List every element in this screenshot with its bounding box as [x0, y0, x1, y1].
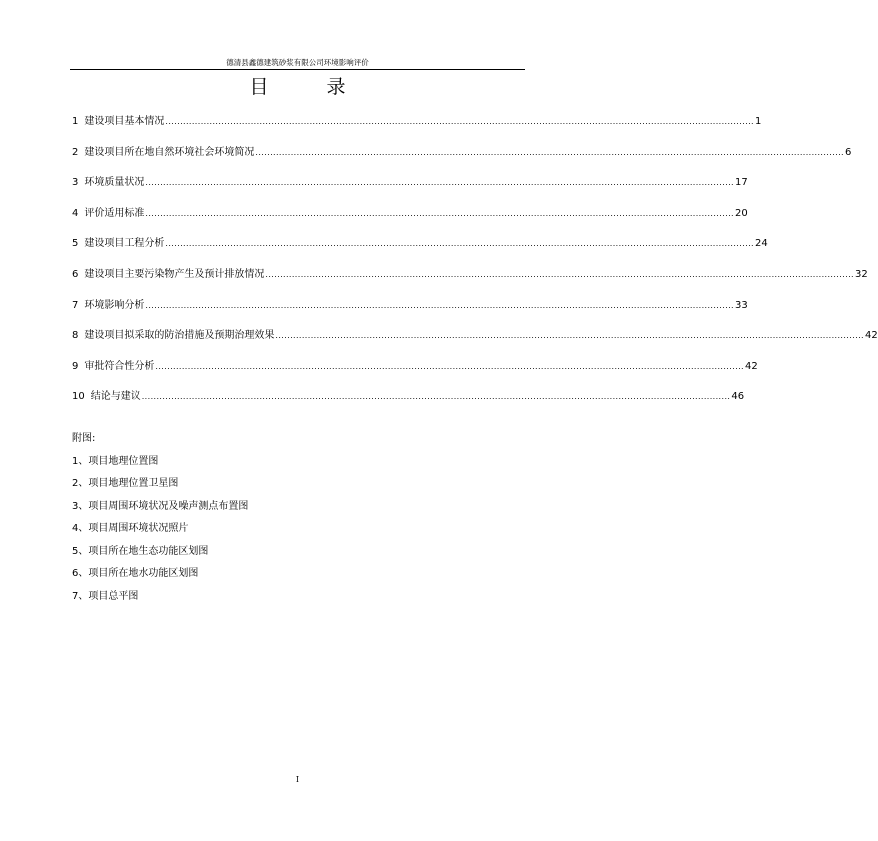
header-rule — [70, 69, 525, 70]
toc-entry[interactable] — [72, 204, 748, 235]
toc-entry-label: 建设项目基本情况 — [84, 116, 165, 127]
toc-entry-label: 建设项目所在地自然环境社会环境简况 — [84, 146, 255, 158]
toc-entry-label: 结论与建议 — [90, 391, 141, 403]
toc-dot-leader: ........................................................................................................................................................................................................ — [165, 117, 754, 126]
toc-entry-number: 6 — [72, 268, 79, 280]
toc-entry-page: 32 — [854, 268, 868, 280]
toc-entry[interactable] — [72, 143, 852, 174]
toc-entry[interactable] — [72, 326, 878, 357]
appendix-item: 7、项目总平图 — [72, 590, 139, 602]
toc-entry-page: 42 — [744, 360, 758, 372]
appendix-item: 3、项目周围环境状况及噪声测点布置图 — [72, 500, 249, 512]
toc-entry[interactable] — [72, 234, 768, 265]
toc-entry-page: 46 — [731, 391, 745, 403]
toc-entry-number: 4 — [72, 207, 79, 219]
toc-entry-label: 评价适用标准 — [84, 207, 145, 219]
toc-entry-page: 1 — [754, 116, 762, 127]
toc-entry[interactable] — [72, 265, 868, 296]
toc-entry-label: 建设项目工程分析 — [84, 238, 165, 250]
toc-entry-label: 环境质量状况 — [84, 177, 145, 189]
toc-dot-leader: ........................................................................................................................................................................................................ — [165, 239, 754, 249]
toc-entry[interactable] — [72, 173, 748, 204]
toc-entry-label: 建设项目拟采取的防治措施及预期治理效果 — [84, 330, 275, 342]
toc-entry-number: 1 — [72, 116, 79, 127]
toc-entry-number: 5 — [72, 238, 79, 250]
toc-entry-number: 2 — [72, 146, 79, 158]
toc-entry[interactable] — [72, 357, 758, 388]
appendix-section — [72, 428, 248, 608]
toc-entry[interactable] — [72, 112, 762, 143]
appendix-list — [72, 451, 248, 609]
toc-entry-number: 8 — [72, 330, 79, 342]
appendix-item: 4、项目周围环境状况照片 — [72, 523, 189, 534]
toc-entry[interactable] — [72, 296, 748, 327]
toc-entry-label: 审批符合性分析 — [84, 360, 155, 372]
toc-entry-page: 42 — [864, 330, 878, 342]
toc-entry-number: 7 — [72, 299, 79, 311]
toc-entry-label: 建设项目主要污染物产生及预计排放情况 — [84, 268, 265, 280]
toc-entry-page: 24 — [754, 238, 768, 250]
toc-entry-number: 3 — [72, 177, 79, 189]
toc-dot-leader: ........................................................................................................................................................................................................ — [145, 300, 734, 310]
toc-dot-leader: ........................................................................................................................................................................................................ — [145, 208, 734, 218]
toc-entry-page: 20 — [734, 207, 748, 219]
page-title: 目 录 — [249, 76, 372, 98]
appendix-item: 1、项目地理位置图 — [72, 455, 159, 467]
appendix-item: 2、项目地理位置卫星图 — [72, 478, 179, 489]
toc-dot-leader: ........................................................................................................................................................................................................ — [141, 392, 731, 402]
toc-entry-number: 9 — [72, 360, 79, 372]
toc-entry[interactable] — [72, 387, 745, 418]
page-number: I — [295, 775, 300, 784]
toc-entry-page: 17 — [734, 177, 748, 189]
appendix-item: 6、项目所在地水功能区划图 — [72, 568, 199, 579]
toc-entry-page: 6 — [844, 146, 852, 158]
appendix-item: 5、项目所在地生态功能区划图 — [72, 545, 209, 557]
toc-entry-number: 10 — [72, 391, 85, 403]
toc-dot-leader: ........................................................................................................................................................................................................ — [145, 178, 734, 188]
toc-dot-leader: ........................................................................................................................................................................................................ — [155, 361, 744, 371]
toc-dot-leader: ........................................................................................................................................................................................................ — [255, 147, 844, 157]
table-of-contents — [72, 112, 878, 418]
toc-dot-leader: ........................................................................................................................................................................................................ — [265, 269, 854, 279]
appendix-title: 附图: — [72, 433, 96, 444]
page-header: 德清县鑫德建筑砂浆有限公司环境影响评价 — [226, 58, 369, 67]
toc-dot-leader: ........................................................................................................................................................................................................ — [275, 331, 864, 341]
toc-entry-label: 环境影响分析 — [84, 299, 145, 311]
toc-entry-page: 33 — [734, 299, 748, 311]
